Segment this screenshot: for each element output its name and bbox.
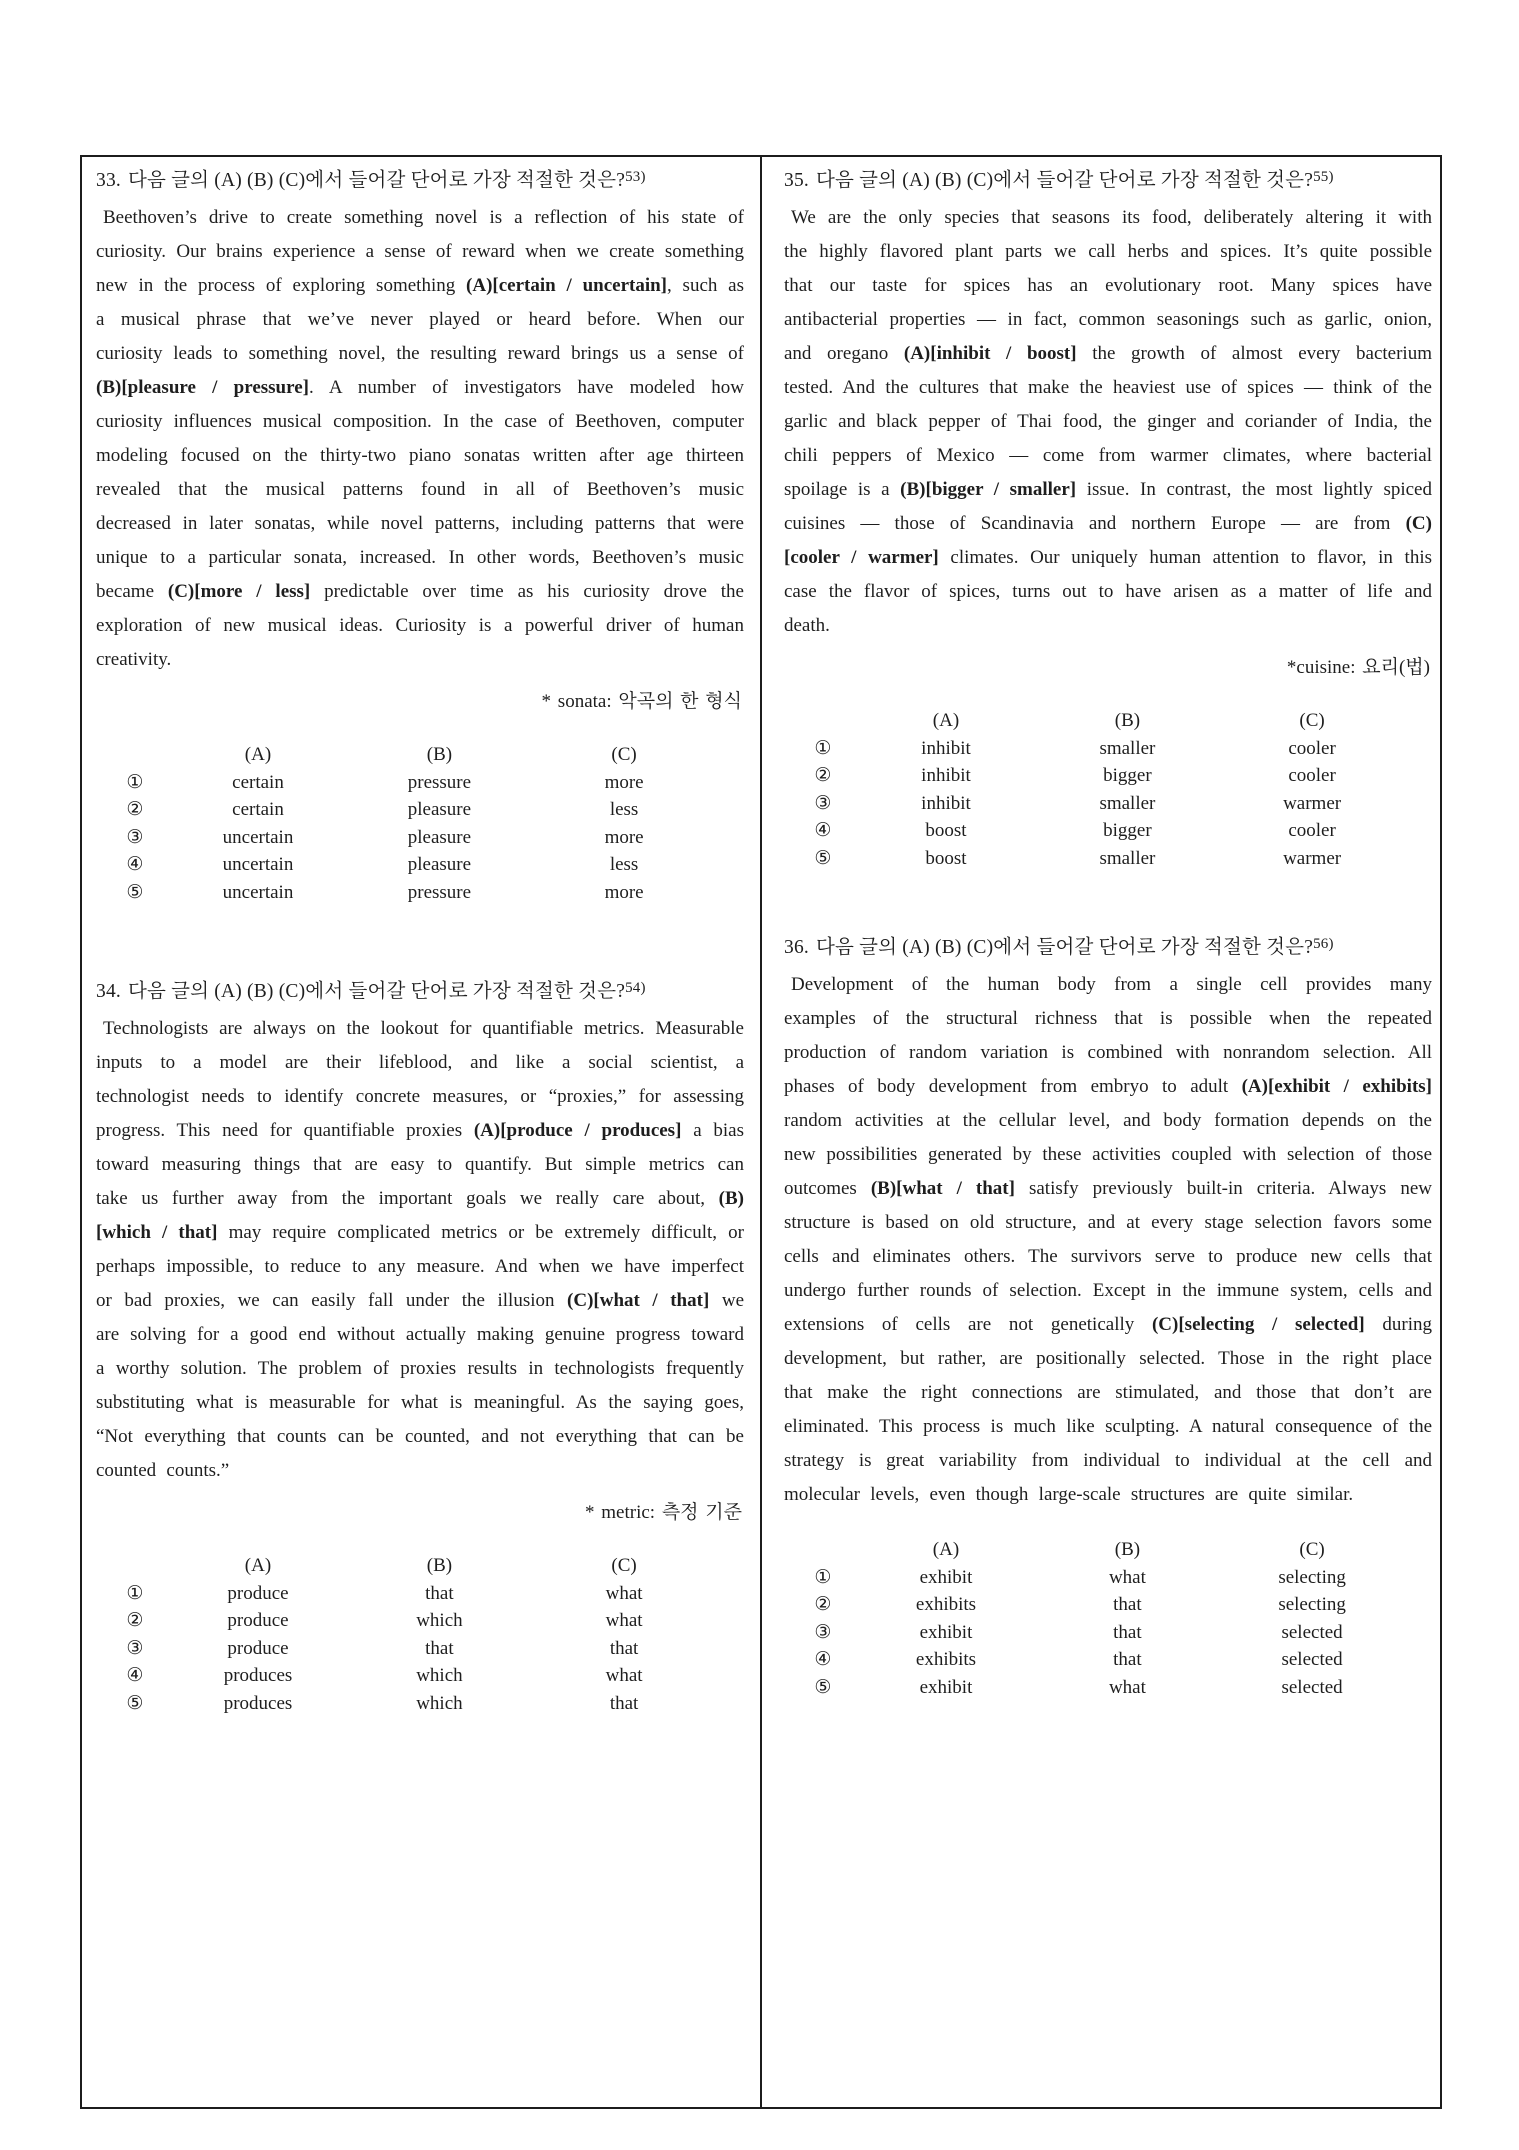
option-number: ④ [814, 1649, 832, 1670]
question-36-header [784, 930, 1432, 966]
question-36-options [784, 1536, 1432, 1701]
option-5: ⑤ uncertain pressure more [96, 879, 744, 907]
question-35-options [784, 707, 1432, 872]
question-number: 35. [784, 170, 809, 191]
option-5: ⑤ produces which that [96, 1690, 744, 1718]
option-2: ② inhibit bigger cooler [784, 762, 1432, 790]
option-number: ⑤ [814, 847, 832, 869]
col-b-header: (B) [426, 744, 453, 765]
option-1: ① produce that what [96, 1580, 744, 1608]
col-a-header: (A) [244, 1555, 272, 1576]
question-36-passage: Development of the human body from a single cell provides many examples of the structural richness that is possible when the repeated production of random variation is combined with nonrandom selection. All phases of body development from embryo to adult (A)[exhibit / exhibits] random activities at the cellular level, and body formation depends on the new possibilities generated by these activities coupled with selection of those outcomes (B)[what / that] satisfy previously built-in criteria. Always new structure is based on old structure, and at every stage selection favors some cells and eliminates others. The survivors serve to produce new cells that undergo further rounds of selection. Except in the immune system, cells and extensions of cells are not genetically (C)[selecting / selected] during development, but rather, are positionally selected. Those in the right place that make the right connections are stimulated, and those that don’t are eliminated. This process is much like sculpting. A natural consequence of the strategy is great variability from individual to individual at the cell and molecular levels, even though large-scale structures are quite similar. [784, 974, 1433, 1505]
question-33-header [96, 163, 744, 199]
option-number: ② [126, 1610, 144, 1631]
option-number: ② [814, 765, 832, 786]
options-header-row [96, 1552, 744, 1580]
option-number: ④ [814, 820, 832, 841]
question-number: 33. [96, 170, 121, 191]
option-number: ⑤ [126, 881, 144, 903]
options-header-row [784, 1536, 1432, 1564]
option-3: ③ produce that that [96, 1635, 744, 1663]
col-a-header: (A) [932, 1539, 960, 1560]
question-34 [96, 974, 744, 1717]
option-4: ④ boost bigger cooler [784, 817, 1432, 845]
option-number: ③ [126, 826, 144, 848]
options-header-row [784, 707, 1432, 735]
option-number: ⑤ [126, 1692, 144, 1714]
option-1: ① exhibit what selecting [784, 1564, 1432, 1592]
option-5: ⑤ exhibit what selected [784, 1674, 1432, 1702]
question-prompt: 다음 글의 (A) (B) (C)에서 들어갈 단어로 가장 적절한 것은? [815, 170, 1314, 191]
option-number: ③ [814, 792, 832, 814]
question-prompt: 다음 글의 (A) (B) (C)에서 들어갈 단어로 가장 적절한 것은? [127, 170, 626, 191]
option-1: ① certain pressure more [96, 769, 744, 797]
question-34-header [96, 974, 744, 1010]
col-a-header: (A) [244, 744, 272, 765]
option-number: ① [126, 1582, 144, 1604]
option-2: ② exhibits that selecting [784, 1591, 1432, 1619]
question-36 [784, 930, 1432, 1701]
column-divider [760, 157, 762, 2107]
option-3: ③ exhibit that selected [784, 1619, 1432, 1647]
footnote-ref: 53) [625, 169, 646, 185]
options-header-row [96, 741, 744, 769]
option-3: ③ inhibit smaller warmer [784, 790, 1432, 818]
footnote-ref: 54) [625, 980, 646, 996]
option-number: ② [814, 1594, 832, 1615]
option-2: ② certain pleasure less [96, 796, 744, 824]
col-c-header: (C) [611, 1555, 637, 1576]
col-c-header: (C) [1299, 710, 1325, 731]
question-number: 36. [784, 937, 809, 958]
question-35-annotation: *cuisine: 요리(법) [1286, 657, 1430, 678]
question-35-header [784, 163, 1432, 199]
col-b-header: (B) [1114, 710, 1141, 731]
option-number: ③ [814, 1621, 832, 1643]
option-number: ③ [126, 1637, 144, 1659]
question-33-annotation: * sonata: 악곡의 한 형식 [541, 691, 742, 712]
option-2: ② produce which what [96, 1607, 744, 1635]
option-number: ⑤ [814, 1676, 832, 1698]
question-34-passage: Technologists are always on the lookout for quantifiable metrics. Measurable inputs to a model are their lifeblood, and like a social scientist, a technologist needs to identify concrete measures, or “proxies,” for assessing progress. This need for quantifiable proxies (A)[produce / produces] a bias toward measuring things that are easy to quantify. But simple metrics can take us further away from the important goals we really care about, (B)[which / that] may require complicated metrics or be extremely difficult, or perhaps impossible, to reduce to any measure. And when we have imperfect or bad proxies, we can easily fall under the illusion (C)[what / that] we are solving for a good end without actually making genuine progress toward a worthy solution. The problem of proxies results in technologists frequently substituting what is measurable for what is meaningful. As the saying goes, “Not everything that counts can be counted, and not everything that can be counted counts.” [96, 1018, 744, 1481]
question-34-options [96, 1552, 744, 1717]
col-c-header: (C) [611, 744, 637, 765]
col-c-header: (C) [1299, 1539, 1325, 1560]
question-33-options [96, 741, 744, 906]
option-number: ① [814, 1566, 832, 1588]
option-5: ⑤ boost smaller warmer [784, 845, 1432, 873]
option-4: ④ produces which what [96, 1662, 744, 1690]
footnote-ref: 56) [1313, 936, 1334, 952]
question-number: 34. [96, 981, 121, 1002]
option-number: ② [126, 799, 144, 820]
col-a-header: (A) [932, 710, 960, 731]
question-prompt: 다음 글의 (A) (B) (C)에서 들어갈 단어로 가장 적절한 것은? [815, 937, 1314, 958]
question-35-passage: We are the only species that seasons its food, deliberately altering it with the highly flavored plant parts we call herbs and spices. It’s quite possible that our taste for spices has an evolutionary root. Many spices have antibacterial properties — in fact, common seasonings such as garlic, onion, and oregano (A)[inhibit / boost] the growth of almost every bacterium tested. And the cultures that make the heaviest use of spices — think of the garlic and black pepper of Thai food, the ginger and coriander of India, the chili peppers of Mexico — come from warmer climates, where bacterial spoilage is a (B)[bigger / smaller] issue. In contrast, the most lightly spiced cuisines — those of Scandinavia and northern Europe — are from (C)[cooler / warmer] climates. Our uniquely human attention to flavor, in this case the flavor of spices, turns out to have arisen as a matter of life and death. [784, 207, 1433, 636]
option-number: ④ [126, 854, 144, 875]
col-b-header: (B) [426, 1555, 453, 1576]
question-34-annotation: * metric: 측정 기준 [585, 1502, 742, 1523]
question-35 [784, 163, 1432, 872]
left-column [96, 163, 744, 1717]
col-b-header: (B) [1114, 1539, 1141, 1560]
option-number: ① [814, 737, 832, 759]
question-33 [96, 163, 744, 906]
option-4: ④ uncertain pleasure less [96, 851, 744, 879]
question-prompt: 다음 글의 (A) (B) (C)에서 들어갈 단어로 가장 적절한 것은? [127, 981, 626, 1002]
option-number: ① [126, 771, 144, 793]
option-number: ④ [126, 1665, 144, 1686]
option-4: ④ exhibits that selected [784, 1646, 1432, 1674]
option-1: ① inhibit smaller cooler [784, 735, 1432, 763]
right-column [784, 163, 1432, 1701]
footnote-ref: 55) [1313, 169, 1334, 185]
option-3: ③ uncertain pleasure more [96, 824, 744, 852]
exam-sheet-frame [80, 155, 1442, 2109]
question-33-passage: Beethoven’s drive to create something novel is a reflection of his state of curiosity. Our brains experience a sense of reward when we create something new in the process of exploring something (A)[certain / uncertain], such as a musical phrase that we’ve never played or heard before. When our curiosity leads to something novel, the resulting reward brings us a sense of (B)[pleasure / pressure]. A number of investigators have modeled how curiosity influences musical composition. In the case of Beethoven, computer modeling focused on the thirty-two piano sonatas written after age thirteen revealed that the musical patterns found in all of Beethoven’s music decreased in later sonatas, while novel patterns, including patterns that were unique to a particular sonata, increased. In other words, Beethoven’s music became (C)[more / less] predictable over time as his curiosity drove the exploration of new musical ideas. Curiosity is a powerful driver of human creativity. [96, 207, 744, 670]
